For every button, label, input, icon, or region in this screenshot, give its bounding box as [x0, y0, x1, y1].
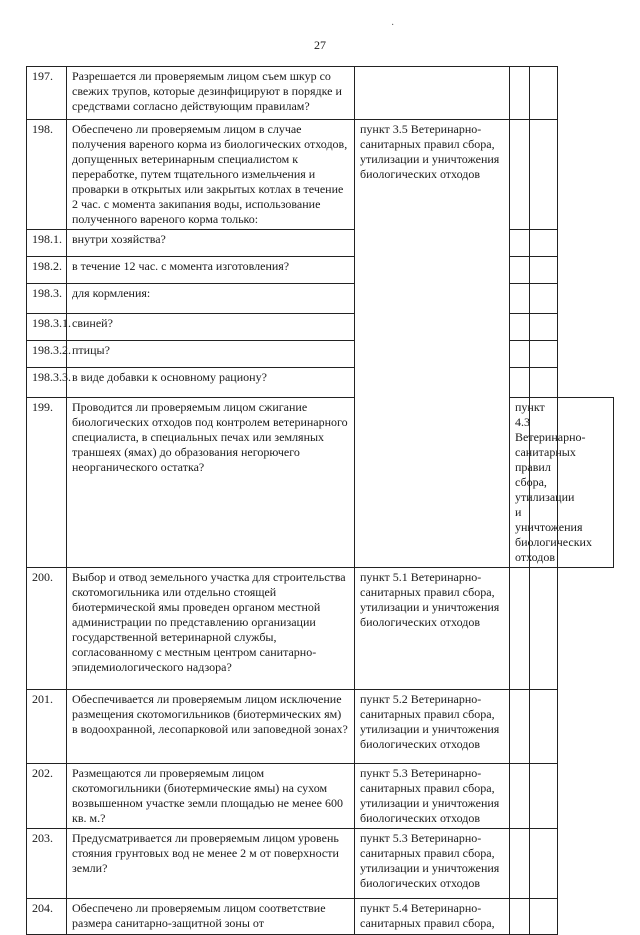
item-reference: пункт 3.5 Ветеринарно-санитарных правил сбора, утилизации и уничтожения биологических отходов — [355, 120, 510, 568]
answer-cell — [530, 230, 558, 257]
checklist-table — [26, 66, 614, 935]
answer-cell — [510, 230, 530, 257]
page-number: 27 — [314, 38, 326, 52]
item-question: Предусматривается ли проверяемым лицом уровень стояния грунтовых вод не менее 2 м от поверхности земли? — [67, 829, 355, 899]
answer-cell — [530, 67, 558, 120]
item-reference: пункт 5.2 Ветеринарно-санитарных правил сбора, утилизации и уничтожения биологических отходов — [355, 690, 510, 764]
answer-cell — [510, 829, 530, 899]
answer-cell — [530, 341, 558, 368]
answer-cell — [530, 368, 558, 398]
table-row — [27, 368, 614, 398]
answer-cell — [530, 568, 558, 690]
item-number: 198.3.3. — [27, 368, 67, 398]
item-reference: пункт 5.3 Ветеринарно-санитарных правил сбора, утилизации и уничтожения биологических отходов — [355, 829, 510, 899]
item-question: Размещаются ли проверяемым лицом скотомогильники (биотермические ямы) на сухом возвышенном участке земли площадью не менее 600 кв. м.? — [67, 764, 355, 829]
answer-cell — [510, 764, 530, 829]
table-row — [27, 764, 614, 829]
answer-cell — [510, 284, 530, 314]
table-row — [27, 230, 614, 257]
item-number: 201. — [27, 690, 67, 764]
table-row — [27, 398, 614, 568]
item-question: Выбор и отвод земельного участка для строительства скотомогильника или отдельно стоящей биотермической ямы проведен органом местной администрации по представлению организации государственной ветеринарной службы, согласованному с местным центром санитарно-эпидемиологического надзора? — [67, 568, 355, 690]
table-row — [27, 899, 614, 935]
item-number: 198.2. — [27, 257, 67, 284]
item-question: Разрешается ли проверяемым лицом съем шкур со свежих трупов, которые дезинфицируют в порядке и средствами согласно действующим правилам? — [67, 67, 355, 120]
answer-cell — [530, 120, 558, 230]
answer-cell — [510, 67, 530, 120]
answer-cell — [510, 568, 530, 690]
item-question: для кормления: — [67, 284, 355, 314]
item-reference — [355, 67, 510, 120]
answer-cell — [510, 257, 530, 284]
table-row — [27, 314, 614, 341]
item-question: Обеспечивается ли проверяемым лицом исключение размещения скотомогильников (биотермических ям) в водоохранной, лесопарковой или заповедной зонах? — [67, 690, 355, 764]
item-question: птицы? — [67, 341, 355, 368]
table-row — [27, 341, 614, 368]
answer-cell — [530, 314, 558, 341]
item-number: 204. — [27, 899, 67, 935]
item-question: Обеспечено ли проверяемым лицом соответствие размера санитарно-защитной зоны от — [67, 899, 355, 935]
item-reference: пункт 4.3 Ветеринарно-санитарных правил сбора, утилизации и уничтожения биологических отходов — [510, 398, 530, 568]
item-number: 199. — [27, 398, 67, 568]
item-number: 200. — [27, 568, 67, 690]
answer-cell — [510, 690, 530, 764]
item-number: 198.3.2. — [27, 341, 67, 368]
answer-cell — [530, 690, 558, 764]
scan-mark: · — [391, 20, 395, 31]
item-question: внутри хозяйства? — [67, 230, 355, 257]
item-question: в виде добавки к основному рациону? — [67, 368, 355, 398]
answer-cell — [510, 368, 530, 398]
item-reference: пункт 5.1 Ветеринарно-санитарных правил сбора, утилизации и уничтожения биологических отходов — [355, 568, 510, 690]
answer-cell — [510, 899, 530, 935]
table-row — [27, 257, 614, 284]
answer-cell — [510, 314, 530, 341]
table-row — [27, 568, 614, 690]
item-question: в течение 12 час. с момента изготовления? — [67, 257, 355, 284]
item-number: 198. — [27, 120, 67, 230]
answer-cell — [530, 257, 558, 284]
answer-cell — [530, 899, 558, 935]
answer-cell — [530, 829, 558, 899]
item-number: 198.1. — [27, 230, 67, 257]
table-row — [27, 829, 614, 899]
item-number: 203. — [27, 829, 67, 899]
item-question: Обеспечено ли проверяемым лицом в случае получения вареного корма из биологических отходов, допущенных ветеринарным специалистом к переработке, путем тщательного измельчения и проварки в открытых или закрытых котлах в течение 2 час. с момента закипания воды, использование полученного вареного корма только: — [67, 120, 355, 230]
table-row — [27, 67, 614, 120]
item-question: Проводится ли проверяемым лицом сжигание биологических отходов под контролем ветеринарного специалиста, в специальных печах или земляных траншеях (ямах) до образования негорючего неорганического остатка? — [67, 398, 355, 568]
item-reference: пункт 5.4 Ветеринарно-санитарных правил сбора, — [355, 899, 510, 935]
answer-cell — [530, 284, 558, 314]
table-row — [27, 690, 614, 764]
item-number: 198.3. — [27, 284, 67, 314]
answer-cell — [510, 341, 530, 368]
item-question: свиней? — [67, 314, 355, 341]
item-reference: пункт 5.3 Ветеринарно-санитарных правил сбора, утилизации и уничтожения биологических отходов — [355, 764, 510, 829]
table-row — [27, 120, 614, 230]
table-row — [27, 284, 614, 314]
answer-cell — [530, 764, 558, 829]
item-number: 202. — [27, 764, 67, 829]
item-number: 198.3.1. — [27, 314, 67, 341]
item-number: 197. — [27, 67, 67, 120]
answer-cell — [510, 120, 530, 230]
